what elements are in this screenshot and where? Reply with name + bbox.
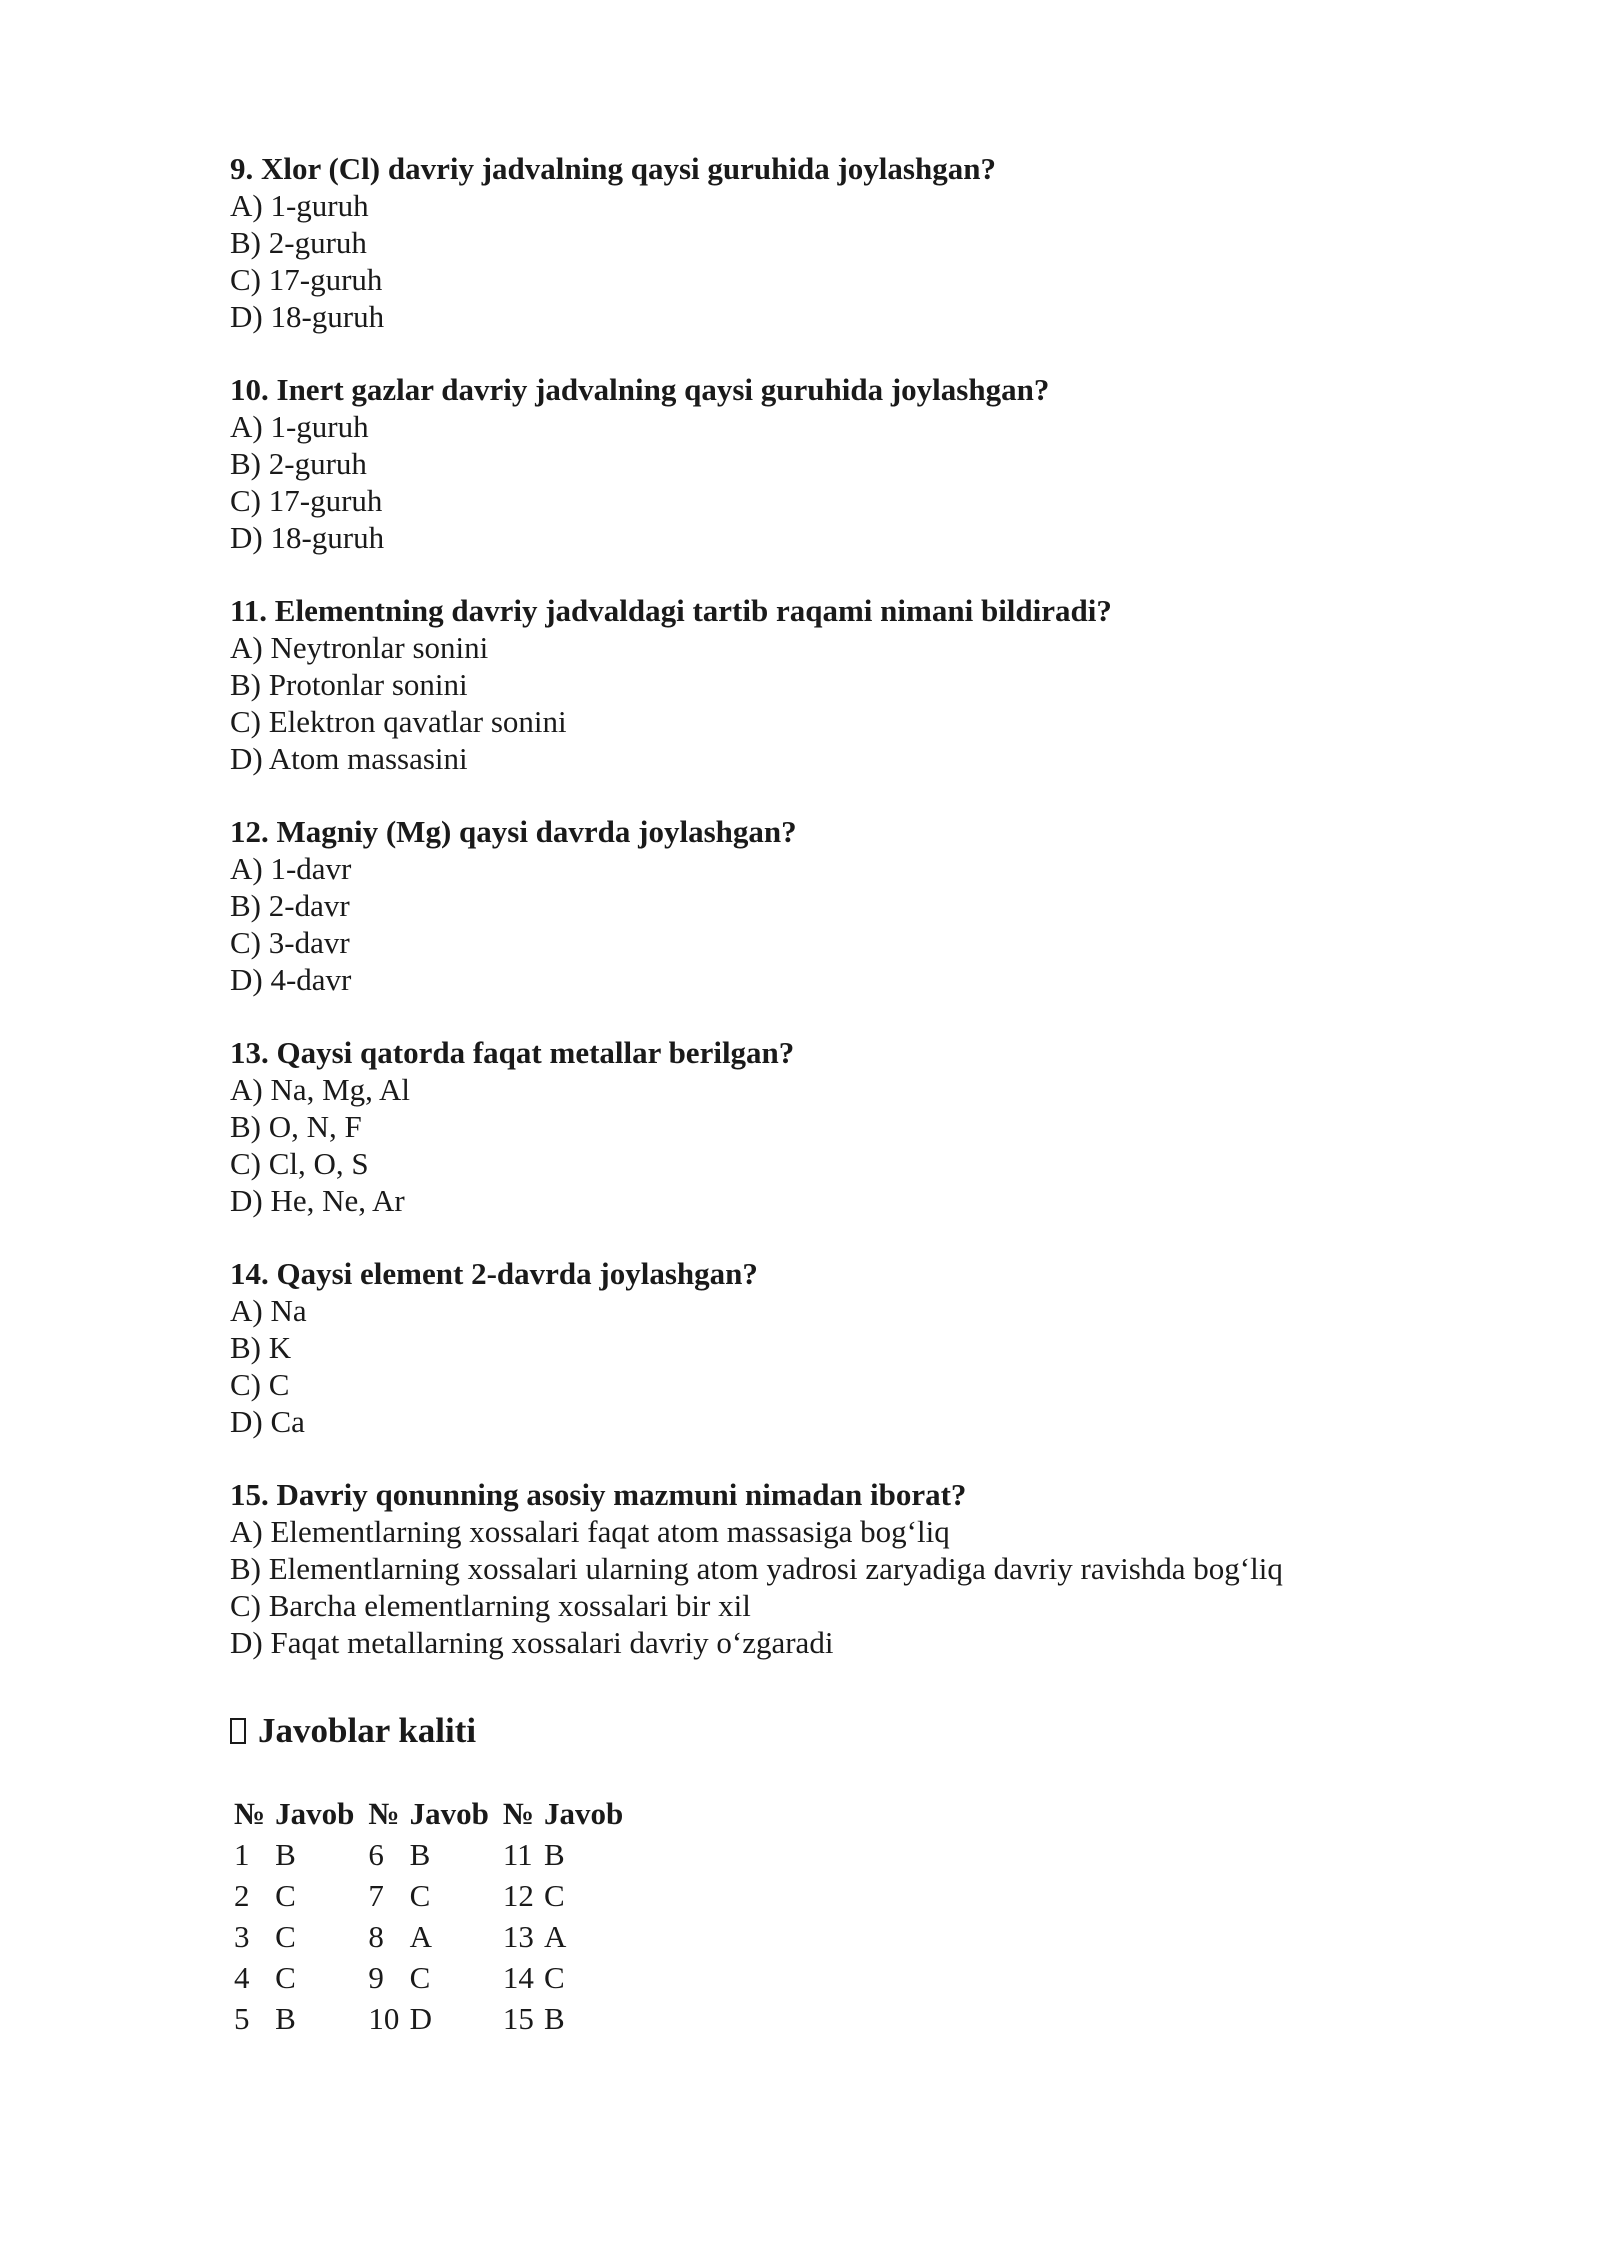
cell-answer: B xyxy=(543,1837,565,1872)
option-c: C) Cl, O, S xyxy=(230,1146,369,1181)
cell-answer: C xyxy=(409,1878,431,1913)
cell-answer: B xyxy=(409,1837,431,1872)
cell-answer: D xyxy=(409,2001,432,2036)
cell-number: 13 xyxy=(502,1919,534,1954)
cell-answer: C xyxy=(275,1960,296,1995)
cell-answer: A xyxy=(543,1919,567,1954)
header-number: № xyxy=(502,1796,534,1831)
cell-number: 12 xyxy=(502,1878,534,1913)
answer-key-table xyxy=(230,1793,633,2039)
question-13 xyxy=(230,1034,1430,1219)
cell-answer: A xyxy=(409,1919,432,1954)
table-row xyxy=(230,1834,633,1875)
option-d: D) Atom massasini xyxy=(230,741,468,776)
cell-answer: B xyxy=(543,2001,565,2036)
option-c: C) Barcha elementlarning xossalari bir xil xyxy=(230,1588,751,1623)
question-11 xyxy=(230,592,1430,777)
cell-number: 11 xyxy=(502,1837,533,1872)
question-title: 13. Qaysi qatorda faqat metallar berilgan? xyxy=(230,1035,795,1070)
option-c: C) 3-davr xyxy=(230,925,350,960)
question-9 xyxy=(230,150,1430,335)
cell-number: 1 xyxy=(234,1837,250,1872)
option-d: D) He, Ne, Ar xyxy=(230,1183,405,1218)
option-b: B) 2-guruh xyxy=(230,446,367,481)
table-header-row xyxy=(230,1793,633,1834)
table-row xyxy=(230,1916,633,1957)
cell-number: 8 xyxy=(368,1919,384,1954)
question-title: 10. Inert gazlar davriy jadvalning qaysi guruhida joylashgan? xyxy=(230,372,1050,407)
option-a: A) Na xyxy=(230,1293,307,1328)
option-c: C) C xyxy=(230,1367,290,1402)
question-15 xyxy=(230,1476,1430,1661)
table-row xyxy=(230,1957,633,1998)
header-answer: Javob xyxy=(275,1796,355,1831)
option-c: C) 17-guruh xyxy=(230,262,383,297)
question-title: 11. Elementning davriy jadvaldagi tartib raqami nimani bildiradi? xyxy=(230,593,1112,628)
cell-number: 7 xyxy=(368,1878,384,1913)
cell-answer: B xyxy=(275,1837,296,1872)
header-number: № xyxy=(234,1796,266,1831)
question-title: 12. Magniy (Mg) qaysi davrda joylashgan? xyxy=(230,814,797,849)
option-a: A) Elementlarning xossalari faqat atom massasiga bog‘liq xyxy=(230,1514,950,1549)
cell-answer: C xyxy=(543,1960,565,1995)
option-d: D) Faqat metallarning xossalari davriy o‘zgaradi xyxy=(230,1625,834,1660)
cell-number: 14 xyxy=(502,1960,534,1995)
cell-number: 6 xyxy=(368,1837,384,1872)
cell-number: 9 xyxy=(368,1960,384,1995)
option-a: A) Na, Mg, Al xyxy=(230,1072,410,1107)
option-a: A) 1-guruh xyxy=(230,409,369,444)
cell-number: 10 xyxy=(368,2001,400,2036)
option-b: B) O, N, F xyxy=(230,1109,362,1144)
option-b: B) 2-guruh xyxy=(230,225,367,260)
cell-number: 4 xyxy=(234,1960,250,1995)
question-12 xyxy=(230,813,1430,998)
option-a: A) 1-davr xyxy=(230,851,352,886)
cell-answer: C xyxy=(275,1919,296,1954)
option-b: B) K xyxy=(230,1330,292,1365)
document-page xyxy=(230,150,1430,2039)
header-answer: Javob xyxy=(543,1796,624,1831)
cell-answer: C xyxy=(275,1878,296,1913)
answer-key-title: Javoblar kaliti xyxy=(258,1711,477,1750)
question-title: 14. Qaysi element 2-davrda joylashgan? xyxy=(230,1256,758,1291)
option-b: B) Elementlarning xossalari ularning atom yadrosi zaryadiga davriy ravishda bog‘liq xyxy=(230,1551,1283,1586)
option-a: A) 1-guruh xyxy=(230,188,369,223)
question-10 xyxy=(230,371,1430,556)
option-b: B) 2-davr xyxy=(230,888,350,923)
cell-answer: B xyxy=(275,2001,296,2036)
question-title: 9. Xlor (Cl) davriy jadvalning qaysi guruhida joylashgan? xyxy=(230,151,996,186)
option-d: D) Ca xyxy=(230,1404,305,1439)
cell-number: 5 xyxy=(234,2001,250,2036)
cell-number: 2 xyxy=(234,1878,250,1913)
option-c: C) Elektron qavatlar sonini xyxy=(230,704,567,739)
answer-key-heading xyxy=(230,1709,1430,1753)
table-row xyxy=(230,1875,633,1916)
cell-number: 3 xyxy=(234,1919,250,1954)
header-number: № xyxy=(368,1796,400,1831)
cell-number: 15 xyxy=(502,2001,534,2036)
cell-answer: C xyxy=(409,1960,431,1995)
option-d: D) 4-davr xyxy=(230,962,352,997)
question-title: 15. Davriy qonunning asosiy mazmuni nimadan iborat? xyxy=(230,1477,967,1512)
option-c: C) 17-guruh xyxy=(230,483,383,518)
header-answer: Javob xyxy=(409,1796,489,1831)
question-14 xyxy=(230,1255,1430,1440)
table-row xyxy=(230,1998,633,2039)
cell-answer: C xyxy=(543,1878,565,1913)
option-a: A) Neytronlar sonini xyxy=(230,630,489,665)
option-b: B) Protonlar sonini xyxy=(230,667,468,702)
option-d: D) 18-guruh xyxy=(230,299,385,334)
option-d: D) 18-guruh xyxy=(230,520,385,555)
missing-glyph-icon xyxy=(230,1718,246,1744)
